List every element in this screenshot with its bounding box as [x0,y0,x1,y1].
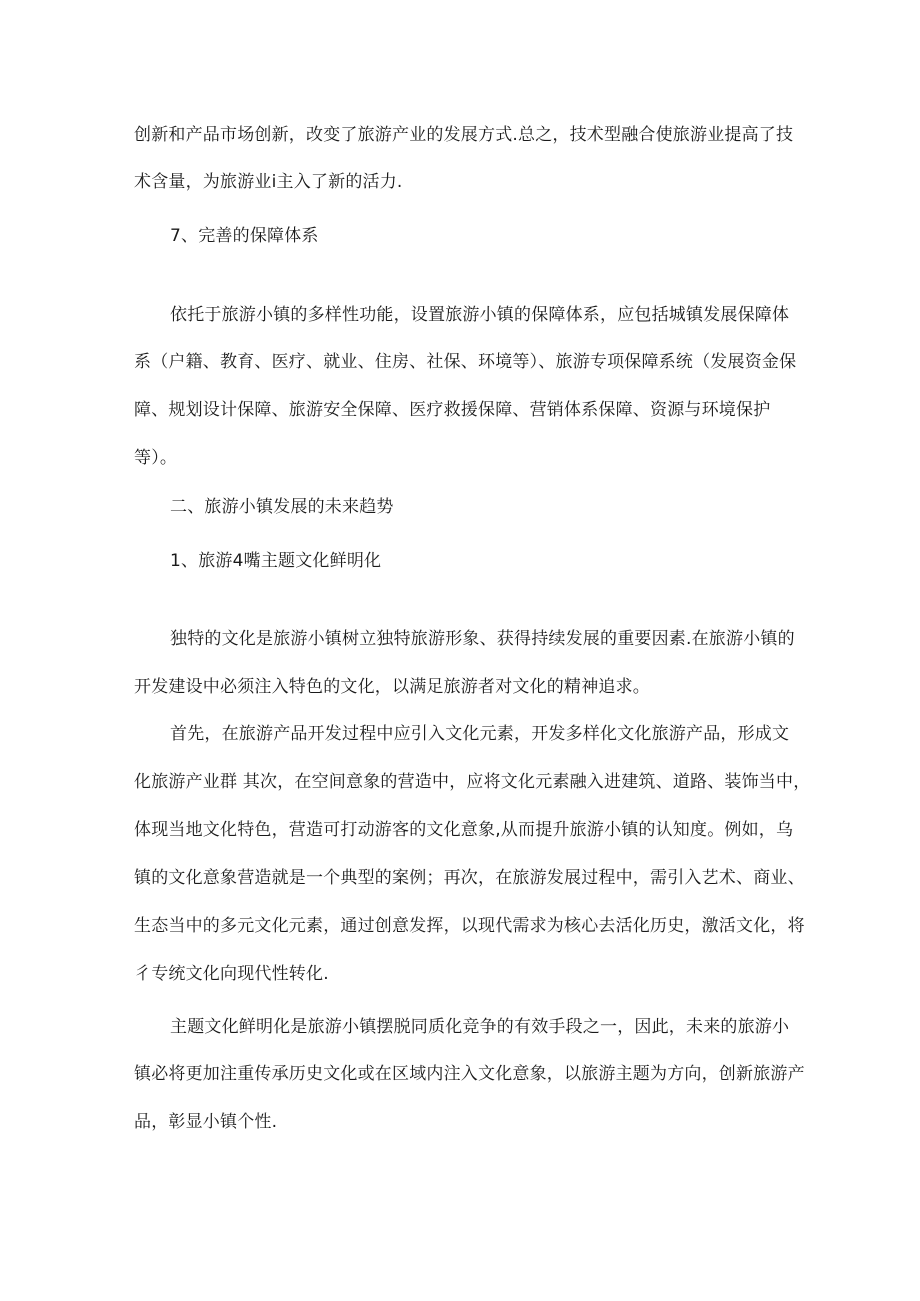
para-first-line: 首先，在旅游产品开发过程中应引入文化元素，开发多样化文化旅游产品，形成文 [170,724,790,744]
para-culture-line: 开发建设中必须注入特色的文化，以满足旅游者对文化的精神追求。 [134,677,650,697]
para-intro-line: 术含量，为旅游业i主入了新的活力. [134,172,403,192]
para-culture-line: 独特的文化是旅游小镇树立独特旅游形象、获得持续发展的重要因素.在旅游小镇的 [170,629,795,649]
para-first-line: 体现当地文化特色，营造可打动游客的文化意象,从而提升旅游小镇的认知度。例如，乌 [134,820,794,840]
para-security-line: 障、规划设计保障、旅游安全保障、医疗救援保障、营销体系保障、资源与环境保护 [134,400,771,420]
para-security-line: 系（户籍、教育、医疗、就业、住房、社保、环境等）、旅游专项保障系统（发展资金保 [134,352,797,372]
para-theme-line: 镇必将更加注重传承历史文化或在区域内注入文化意象，以旅游主题为方向，创新旅游产 [134,1064,805,1084]
para-security-line: 等）。 [134,448,178,468]
section-heading-7: 7、完善的保障体系 [170,226,319,246]
chapter-heading-2: 二、旅游小镇发展的未来趋势 [170,497,394,517]
para-first-line: 镇的文化意象营造就是一个典型的案例；再次，在旅游发展过程中，需引入艺术、商业、 [134,868,805,888]
para-security-line: 依托于旅游小镇的多样性功能，设置旅游小镇的保障体系，应包括城镇发展保障体 [170,305,790,325]
para-intro-line: 创新和产品市场创新，改变了旅游产业的发展方式.总之，技术型融合使旅游业提高了技 [134,125,794,145]
para-first-line: 生态当中的多元文化元素，通过创意发挥，以现代需求为核心去活化历史，激活文化，将 [134,916,805,936]
section-heading-2-1: 1、旅游4嘴主题文化鲜明化 [170,551,382,571]
para-first-line: 化旅游产业群 其次，在空间意象的营造中，应将文化元素融入进建筑、道路、装饰当中， [134,772,811,792]
para-theme-line: 主题文化鲜明化是旅游小镇摆脱同质化竞争的有效手段之一，因此，未来的旅游小 [170,1017,790,1037]
para-first-line: 彳专统文化向现代性转化. [134,964,329,984]
para-theme-line: 品，彰显小镇个性. [134,1112,278,1132]
